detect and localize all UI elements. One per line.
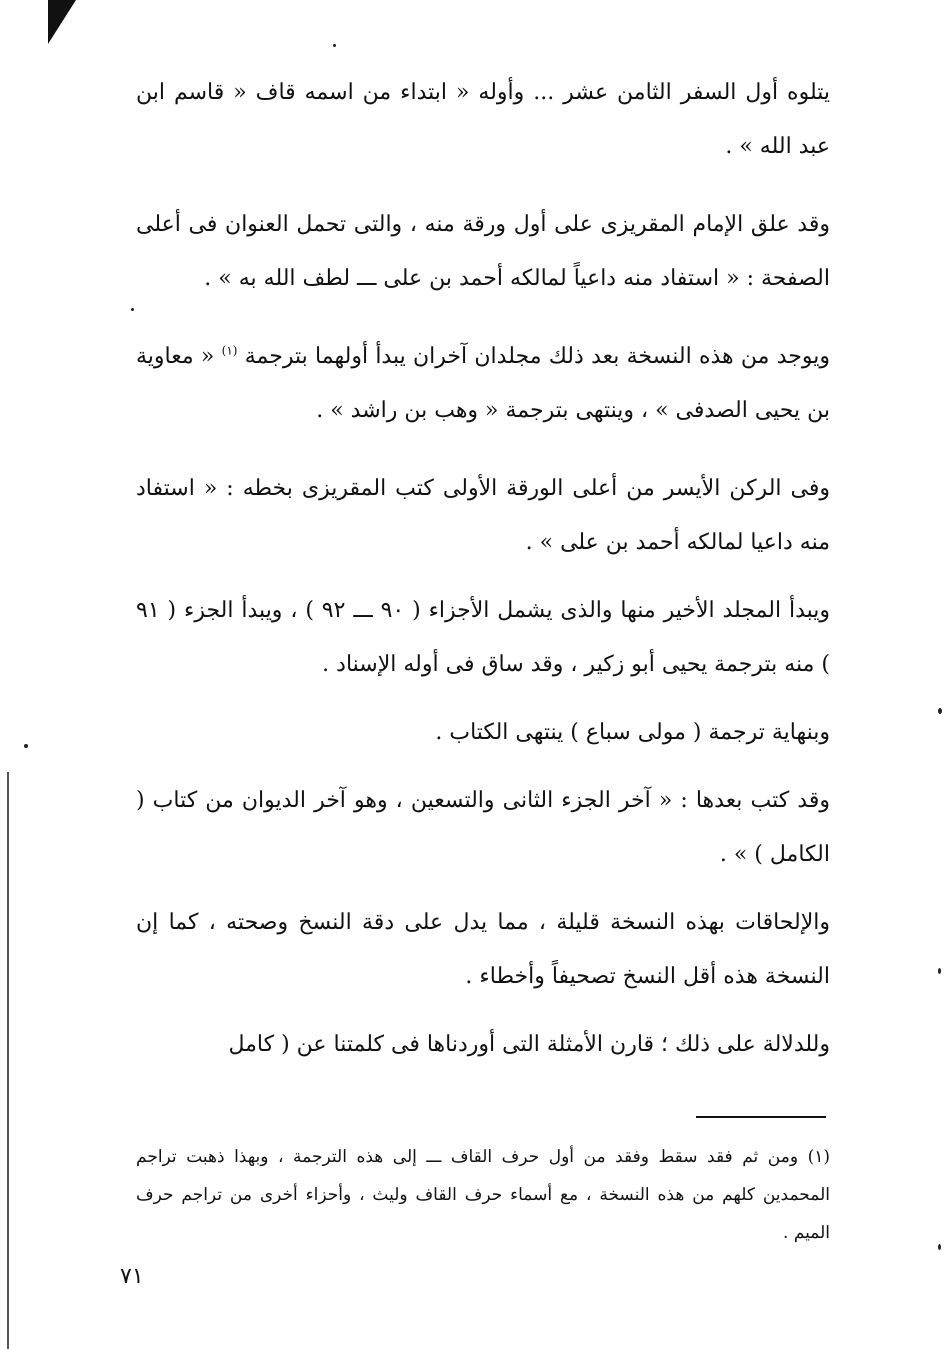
page-number: ٧١ bbox=[120, 1264, 144, 1289]
footnote-divider bbox=[696, 1116, 826, 1118]
main-text bbox=[136, 66, 830, 1086]
scan-speck bbox=[938, 1244, 941, 1250]
paragraph-7: وقد كتب بعدها : « آخر الجزء الثانى والتسعين ، وهو آخر الديوان من كتاب ( الكامل ) » . bbox=[136, 788, 830, 867]
paragraph-1: يتلوه أول السفر الثامن عشر ... وأوله « ابتداء من اسمه قاف « قاسم ابن عبد الله » . bbox=[136, 80, 830, 159]
paragraph-3 bbox=[136, 330, 830, 438]
scan-edge-line bbox=[7, 772, 9, 1349]
paragraph-3-start: ويوجد من هذه النسخة بعد ذلك مجلدان آخران يبدأ أولهما بترجمة bbox=[244, 344, 830, 369]
paragraph-3-end: « معاوية بن يحيى الصدفى » ، وينتهى بترجمة « وهب بن راشد » . bbox=[136, 344, 830, 423]
scan-corner-mark bbox=[48, 0, 76, 44]
scan-speck bbox=[938, 708, 942, 714]
paragraph-6: وبنهاية ترجمة ( مولى سباع ) ينتهى الكتاب . bbox=[435, 720, 830, 745]
scan-speck bbox=[131, 308, 134, 311]
paragraph-8: والإلحاقات بهذه النسخة قليلة ، مما يدل على دقة النسخ وصحته ، كما إن النسخة هذه أقل النسخ تصحيفاً وأخطاء . bbox=[136, 910, 830, 989]
scan-speck bbox=[938, 968, 941, 974]
paragraph-5: ويبدأ المجلد الأخير منها والذى يشمل الأجزاء ( ٩٠ ـــ ٩٢ ) ، ويبدأ الجزء ( ٩١ ) منه بترجمة يحيى أبو زكير ، وقد ساق فى أوله الإسناد . bbox=[136, 598, 831, 677]
paragraph-9: وللدلالة على ذلك ؛ قارن الأمثلة التى أوردناها فى كلمتنا عن ( كامل bbox=[228, 1032, 830, 1057]
scan-speck bbox=[333, 44, 336, 47]
scan-speck bbox=[24, 744, 28, 748]
paragraph-4: وفى الركن الأيسر من أعلى الورقة الأولى كتب المقريزى بخطه : « استفاد منه داعيا لمالكه أحمد بن على » . bbox=[136, 476, 830, 555]
paragraph-2: وقد علق الإمام المقريزى على أول ورقة منه ، والتى تحمل العنوان فى أعلى الصفحة : « استفاد منه داعياً لمالكه أحمد بن على ـــ لطف الله به » . bbox=[136, 212, 830, 291]
footnote: (١) ومن ثم فقد سقط وفقد من أول حرف القاف ـــ إلى هذه الترجمة ، وبهذا ذهبت تراجم المحمدين كلهم من هذه النسخة ، مع أسماء حرف القاف وليث ، وأحزاء أخرى من تراجم حرف الميم . bbox=[136, 1147, 830, 1243]
footnote-reference: (١) bbox=[221, 343, 238, 358]
